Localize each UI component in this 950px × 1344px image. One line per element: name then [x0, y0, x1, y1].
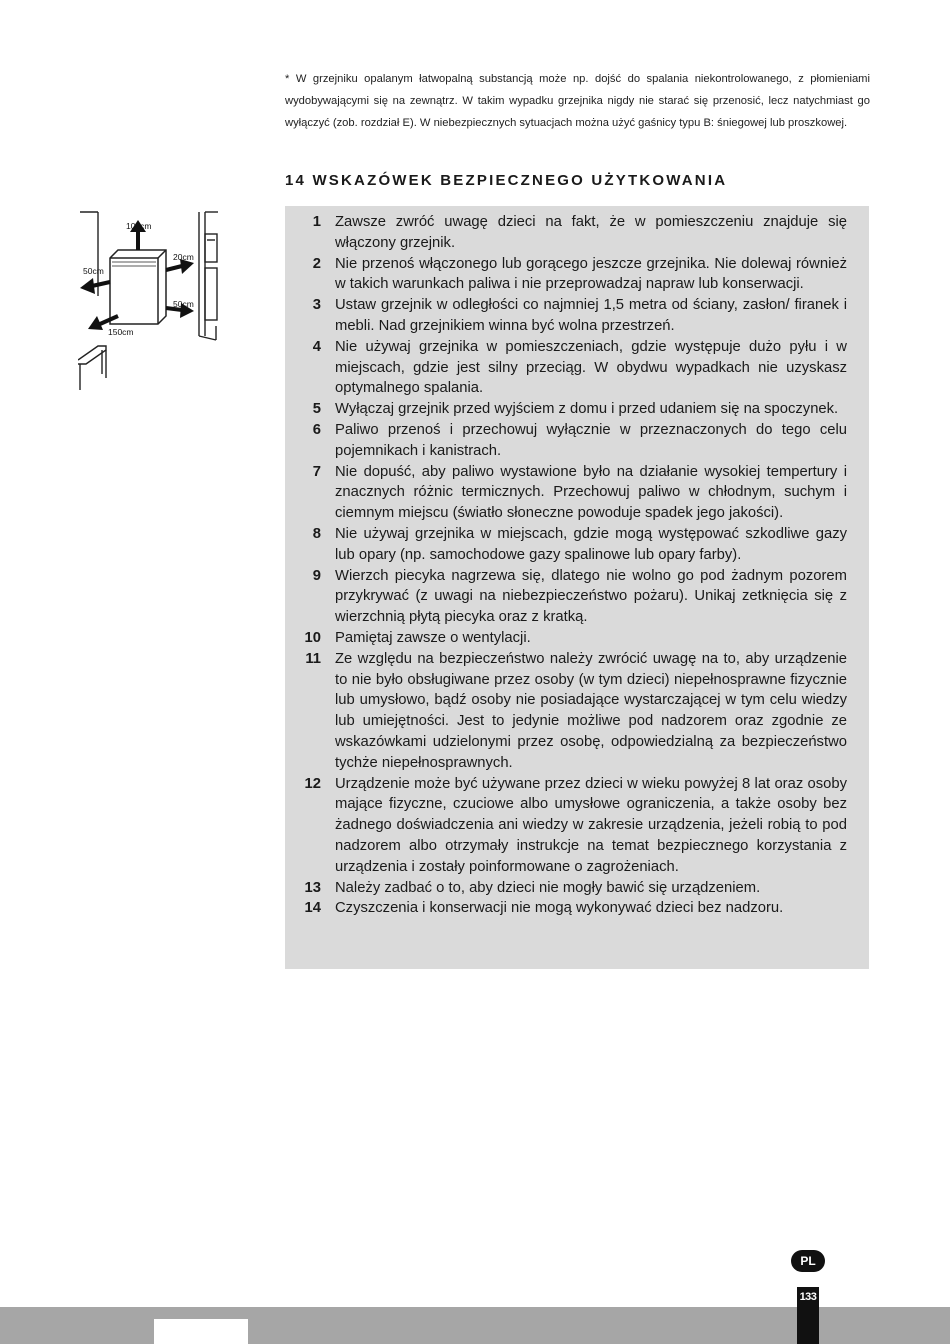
tip-text: Urządzenie może być używane przez dzieci w wieku powyżej 8 lat oraz osoby mające fizyczne, czuciowe albo umysłowe ograniczenia, a także osoby bez żadnego doświadczenia ani wiedzy w zakresie urządzenia, jeżeli robią to pod nadzorem albo otrzymały instrukcje na temat bezpiecznego korzystania z urządzenia i zostały poinformowane o zagrożeniach.	[335, 775, 847, 875]
tip-text: Wyłączaj grzejnik przed wyjściem z domu i przed udaniem się na spoczynek.	[335, 401, 839, 418]
tip-number: 2	[312, 255, 321, 272]
safety-tip	[285, 566, 847, 628]
tip-text: Wierzch piecyka nagrzewa się, dlatego nie wolno go pod żadnym pozorem przykrywać (z uwagi na niebezpieczeństwo pożaru). Unikaj zetknięcia się z wierzchnią płytą piecyka oraz z kratką.	[335, 567, 847, 626]
tip-number: 10	[304, 629, 321, 646]
table-illustration	[78, 346, 106, 390]
tip-number: 11	[305, 650, 321, 667]
heater-illustration	[110, 250, 166, 324]
safety-tip	[285, 524, 847, 566]
footnote: * W grzejniku opalanym łatwopalną substancją może np. dojść do spalania niekontrolowanego, z płomieniami wydobywającymi się na zewnątrz. W takim wypadku grzejnika nigdy nie starać się przenosić, lecz natychmiast go wyłączyć (zob. rozdział E). W niebezpiecznych sytuacjach można użyć gaśnicy typu B: śniegowej lub proszkowej.	[285, 73, 870, 129]
tip-text: Ze względu na bezpieczeństwo należy zwrócić uwagę na to, aby urządzenie to nie było obsługiwane przez osoby (w tym dzieci) niepełnosprawne fizycznie lub umysłowo, bądź osoby nie posiadające wystarczającej w tym celu wiedzy lub umiejętności. Jest to jedynie możliwe pod nadzorem oraz zgodnie ze wskazówkami udzielonymi przez osobę, odpowiedzialną za bezpieczeństwo tychże niepełnosprawnych.	[335, 650, 847, 771]
safety-tip	[285, 898, 847, 919]
tip-number: 12	[304, 775, 321, 792]
safety-tip	[285, 212, 847, 254]
tip-number: 1	[312, 214, 321, 230]
safety-tip	[285, 420, 847, 462]
footer-white-block	[154, 1319, 248, 1344]
tip-text: Nie używaj grzejnika w pomieszczeniach, gdzie występuje dużo pyłu i w miejscach, gdzie jest silny przeciąg. W obydwu wypadkach nie uzyskasz optymalnego spalania.	[335, 338, 847, 397]
safety-tip	[285, 462, 847, 524]
safety-tip	[285, 399, 847, 420]
tip-text: Ustaw grzejnik w odległości co najmniej 1,5 metra od ściany, zasłon/ firanek i mebli. Nad grzejnikiem winna być wolna przestrzeń.	[335, 297, 847, 334]
safety-tips-list	[285, 206, 869, 919]
tip-number: 13	[304, 879, 321, 896]
safety-tip	[285, 774, 847, 878]
safety-tip	[285, 295, 847, 337]
label-left: 50cm	[83, 266, 104, 276]
tip-number: 14	[304, 900, 321, 917]
tip-text: Paliwo przenoś i przechowuj wyłącznie w przeznaczonych do tego celu pojemnikach i kanistrach.	[335, 421, 847, 459]
tip-number: 6	[312, 421, 321, 438]
safety-tips-box	[285, 206, 869, 969]
safety-tip	[285, 649, 847, 774]
tip-number: 8	[312, 525, 321, 542]
tip-number: 4	[312, 338, 321, 355]
tip-text: Należy zadbać o to, aby dzieci nie mogły bawić się urządzeniem.	[335, 879, 761, 896]
tip-text: Pamiętaj zawsze o wentylacji.	[335, 629, 531, 646]
tip-text: Czyszczenia i konserwacji nie mogą wykonywać dzieci bez nadzoru.	[335, 900, 784, 917]
tip-number: 5	[312, 401, 321, 418]
tip-number: 3	[312, 297, 321, 314]
tip-number: 9	[312, 567, 321, 584]
language-badge: PL	[791, 1250, 825, 1272]
label-bottom: 150cm	[108, 327, 134, 337]
safety-tip	[285, 337, 847, 399]
section-title: 14 WSKAZÓWEK BEZPIECZNEGO UŻYTKOWANIA	[285, 172, 728, 189]
tip-number: 7	[312, 463, 321, 480]
heater-clearance-diagram	[78, 208, 223, 393]
tip-text: Zawsze zwróć uwagę dzieci na fakt, że w pomieszczeniu znajduje się włączony grzejnik.	[335, 214, 847, 251]
safety-tip	[285, 628, 847, 649]
page-number: 133	[799, 1291, 817, 1303]
safety-tip	[285, 878, 847, 899]
safety-tip	[285, 254, 847, 296]
tip-text: Nie dopuść, aby paliwo wystawione było na działanie wysokiej tempertury i znacznych różnic termicznych. Przechowuj paliwo w chłodnym, suchym i ciemnym miejscu (światło słoneczne powoduje spadek jego jakości).	[335, 463, 847, 522]
label-right-bottom: 50cm	[173, 299, 194, 309]
label-top: 100cm	[126, 221, 152, 231]
tip-text: Nie przenoś włączonego lub gorącego jeszcze grzejnika. Nie dolewaj również w takich warunkach paliwa i nie przeprowadzaj napraw lub konserwacji.	[335, 255, 847, 293]
label-right-top: 20cm	[173, 252, 194, 262]
tip-text: Nie używaj grzejnika w miejscach, gdzie mogą występować szkodliwe gazy lub opary (np. samochodowe gazy spalinowe lub opary farby).	[335, 525, 847, 563]
